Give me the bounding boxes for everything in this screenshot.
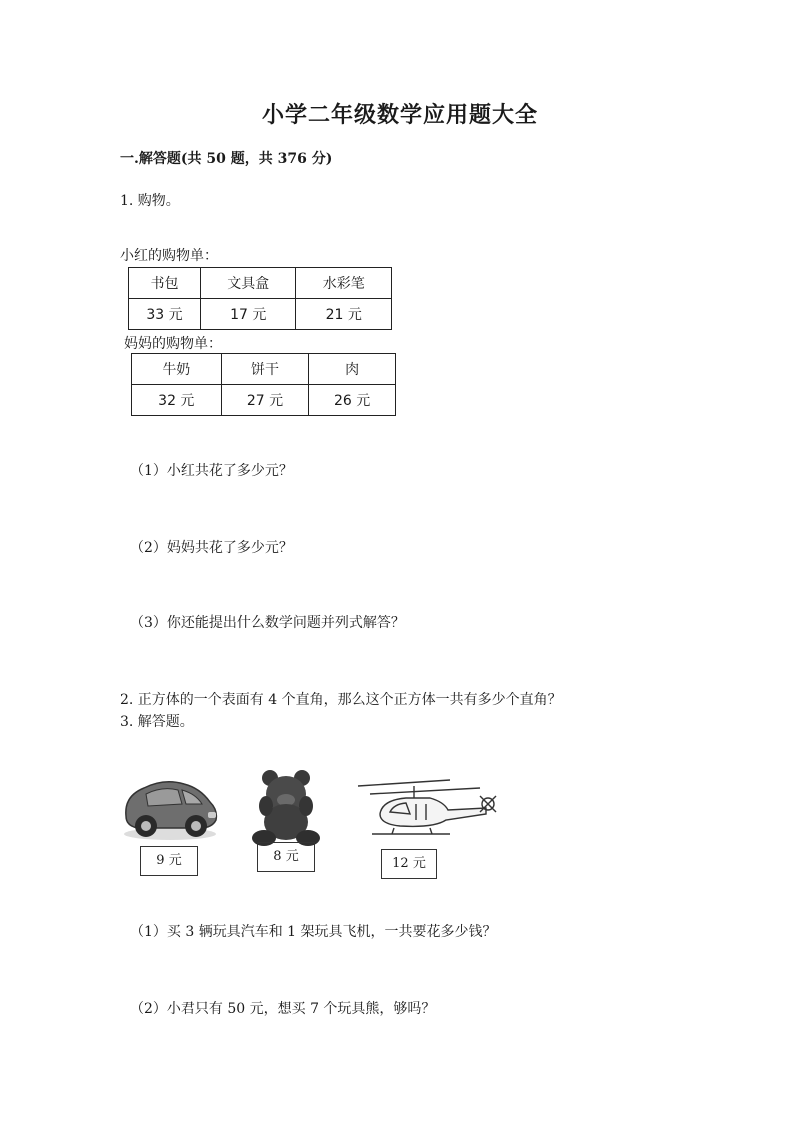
helicopter-price-box: 12 元 [381,849,437,879]
table-cell: 肉 [309,354,396,385]
xiaohong-shopping-table [128,267,392,330]
question-3-sub-2: （2）小君只有 50 元，想买 7 个玩具熊，够吗？ [130,1001,436,1017]
page-title: 小学二年级数学应用题大全 [261,102,538,128]
xiaohong-list-caption: 小红的购物单： [120,248,218,264]
table-cell: 26 元 [309,385,396,416]
mama-list-caption: 妈妈的购物单： [124,336,222,352]
question-3-sub-1: （1）买 3 辆玩具汽车和 1 架玩具飞机，一共要花多少钱？ [130,924,497,940]
table-cell: 书包 [129,268,201,299]
table-cell: 17 元 [200,299,296,330]
table-cell: 文具盒 [200,268,296,299]
question-1-sub-2: （2）妈妈共花了多少元？ [130,540,293,556]
section-heading: 一.解答题(共 50 题，共 376 分) [120,151,333,167]
table-row [129,268,392,299]
table-row [132,354,396,385]
table-cell: 33 元 [129,299,201,330]
table-row [132,385,396,416]
question-1-sub-3: （3）你还能提出什么数学问题并列式解答？ [130,615,405,631]
table-cell: 27 元 [221,385,309,416]
car-icon [120,774,220,844]
mama-shopping-table [131,353,396,416]
table-row [129,299,392,330]
table-cell: 牛奶 [132,354,222,385]
question-1-sub-1: （1）小红共花了多少元？ [130,463,293,479]
question-2: 2. 正方体的一个表面有 4 个直角，那么这个正方体一共有多少个直角？ [120,692,562,708]
table-cell: 饼干 [221,354,309,385]
table-cell: 21 元 [296,299,392,330]
table-cell: 水彩笔 [296,268,392,299]
helicopter-icon [350,778,500,838]
question-1: 1. 购物。 [120,193,180,209]
bear-icon [250,768,324,848]
table-cell: 32 元 [132,385,222,416]
car-price-box: 9 元 [140,846,198,876]
bear-price-box: 8 元 [257,842,315,872]
question-3: 3. 解答题。 [120,714,194,730]
